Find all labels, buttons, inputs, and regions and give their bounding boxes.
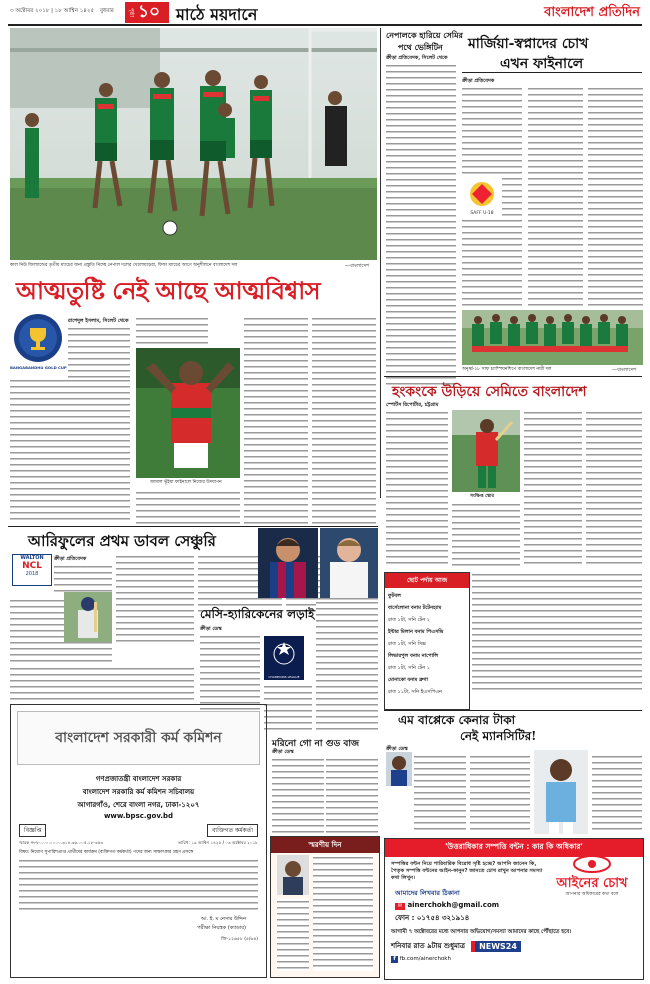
ainer-logo-block [545,855,639,903]
marzia-byline: ক্রীড়া প্রতিবেদক [462,78,495,84]
fixture-row: বার্সেলোনা বনাম টটেনহ্যাম [388,605,442,611]
marzia-headline-1: মার্জিয়া-স্বপ্নাদের চোখ [468,36,589,52]
city-body-col2 [470,754,530,834]
govt-ref-code: জি-১২৬৫৮ (৫/৬৪) [221,937,258,942]
main-headline-box [16,273,380,311]
page-label: পৃষ্ঠা [128,8,134,17]
hongkong-rule [384,376,642,377]
govt-memo-row [19,840,258,847]
govt-website[interactable]: www.bpsc.gov.bd [103,812,174,820]
nepal-headline: পথে ভেঙ্গিটিন [398,43,443,52]
ariful-rule [8,526,378,527]
ariful-body-bottom [10,666,194,702]
fixture-row: রাত ১টা, সনি টেন ২ [388,617,431,623]
eye-icon [572,855,612,873]
marzia-headline-2: এখন ফাইনালে [500,56,584,72]
main-body-col4 [312,316,376,524]
nepal-body [386,63,456,388]
govt-ad-body [19,858,258,912]
fixture-row: রাত ১১টা, সনি ইএসপিএন [388,689,443,695]
fixture-row: ফুটবল [388,593,401,599]
city-body-col3 [592,754,642,834]
ainer-banner: 'উত্তরাধিকার সম্পত্তি বন্টন : কার কি অধিকার' [385,839,643,857]
header-rule [8,24,642,26]
top-photo-credit: —বাংলাদেশ [345,263,370,269]
saff-logo [462,178,502,218]
ainer-date-line: আগামী ৭ অক্টোবরের মধ্যে আপনার অভিযোগ/সমস্যা আমাদের কাছে পৌঁছাতে হবে। [391,929,572,935]
header-day: বুধবার [100,8,114,14]
small-headline: মরিনো গো না গুড বাজ [272,739,360,749]
govt-logo-banner [17,711,260,765]
main-byline: রাশেদুল ইসলাম, সিলেট থেকে [68,318,129,324]
ainer-phone-label: ফোন : [395,914,415,922]
ainer-logo-sub: আপনার অধিকারের কথা বলে [565,892,619,897]
top-football-photo [10,28,377,260]
column-divider [380,28,381,498]
mail-icon: ✉ [395,903,405,910]
marzia-rule [462,72,642,73]
cricketer-photo [452,410,520,492]
mbappe-photo [386,752,412,786]
marzia-body-col3 [588,86,643,306]
page-number-box [125,2,169,23]
city-rule [384,710,642,711]
city-body-col1 [414,754,466,834]
govt-address: আগারগাঁও, শেরে বাংলা নগর, ঢাকা-১২০৭ [77,801,200,809]
govt-org-line2: বাংলাদেশ সরকারি কর্ম কমিশন সচিবালয় [82,788,195,796]
messi-photo [258,528,318,598]
messi-body-col2 [264,684,312,734]
gold-cup-logo-text: BANGABANDHU GOLD CUP [10,365,67,370]
celebration-caption: জামাল ভূঁইয়া ফাইনালে নিজের উদযাপন [150,480,222,485]
celebration-photo [136,348,240,478]
fixture-row: ইন্টার মিলান বনাম পিএসভি [388,629,444,635]
tribute-title: স্মরণীয় দিন [271,837,379,853]
ainer-address-title: আমাদের লিখবার ঠিকানা [395,889,460,897]
govt-signatory-title: পরীক্ষা নিয়ন্ত্রক (ক্যাডার) [197,925,246,931]
ariful-photo [64,592,112,642]
news24-logo: NEWS24 [471,941,521,952]
ariful-body-col2 [116,554,194,644]
govt-memo: স্মারক নং-৮০.০০.০০০০.৩১৪.৩৬.০০৫.১৮-৩৫৩ [19,840,104,845]
govt-org-line1: গণপ্রজাতন্ত্রী বাংলাদেশ সরকার [95,775,182,783]
marzia-caption: অনূর্ধ্ব-১৮ সাফ চ্যাম্পিয়নশিপে বাংলাদেশ নারী দল [462,367,552,372]
hongkong-body-col2 [524,410,582,568]
fixture-row: মোনাকো বনাম ব্রুগা [388,677,429,683]
page-number: ১০ [138,1,161,22]
walton-logo-text: WALTON [20,555,44,561]
tribute-body [313,855,373,971]
tribute-ad [270,836,380,978]
city-headline-2: নেই ম্যানসিটির! [460,729,537,743]
fixture-list [385,588,469,700]
fixture-box [384,572,470,710]
hongkong-byline: স্পোর্টস রিপোর্টার, চট্টগ্রাম [386,402,439,408]
champions-league-logo [264,636,304,680]
fixture-side-body [472,572,642,692]
ainer-broadcast-row [391,940,637,952]
ainer-facebook[interactable]: fb.com/ainerchokh [399,956,451,962]
svg-text:SAFF U-18: SAFF U-18 [470,211,494,216]
ncl-logo-year: 2018 [25,571,39,577]
ainer-email[interactable]: ainerchokh@gmail.com [407,901,500,909]
ainer-broadcast: শনিবার রাত ৯টায় শুধুমাত্র [391,942,466,950]
main-body-full [10,378,130,523]
fixture-row: রাত ১টা, সনি সিক্স [388,641,426,647]
main-headline: আত্মতুষ্টি নেই আছে আত্মবিশ্বাস [16,276,321,305]
masthead: বাংলাদেশ প্রতিদিন [544,5,640,20]
govt-subject: বিষয়: নিয়োগ সুপারিশপ্রাপ্ত প্রার্থীদের কার্যক্রম (ব্যক্তিগত কর্মকর্তা) পদের জন্য সাক্ষাৎকার গ্রহণ প্রসঙ্গে [19,850,194,855]
hongkong-caption: সংক্ষিপ্ত স্কোর [470,494,494,499]
messi-body-col3 [316,600,378,734]
main-body-col2b [136,490,240,524]
top-photo-caption: কাল নিউ জিল্যান্ডের তৃতীয় ম্যাচের জন্য প্রস্তুতি নিচ্ছে নেপাল দলের খেলোয়াড়রা, ফিফা ম্যাচের আগে অনুশীলনে বাংলাদেশ দল [10,263,238,268]
ainer-phone[interactable]: ০১৭৫৪ ৩২১৯১৪ [416,914,470,922]
womens-team-photo [462,310,643,365]
header-date: ৩ অক্টোবর ২০১৮ | ১৮ আশ্বিন ১৪২৫ [10,8,95,14]
marzia-body-col2 [528,86,583,306]
city-headline-1: এম বাপ্পেকে কেনার টাকা [398,713,516,727]
nepal-kicker: নেপালকে হারিয়ে সেমির [386,31,463,40]
govt-type-row [19,824,258,837]
hongkong-body-col1 [386,410,448,568]
ncl-logo-text: NCL [22,561,42,571]
hongkong-headline: হংকংকে উড়িয়ে সেমিতে বাংলাদেশ [392,384,587,400]
fixture-title: ছোট পর্দায় আজ [385,573,469,588]
gold-cup-logo [12,312,64,364]
hongkong-score [452,502,520,568]
tribute-photo [277,855,309,895]
city-player-photo [534,750,588,834]
govt-type-right: ব্যক্তিগত কর্মকর্তা [207,824,258,837]
messi-byline: ক্রীড়া ডেস্ক [200,626,222,632]
small-byline: ক্রীড়া ডেস্ক [272,749,294,755]
ainer-facebook-row [391,956,643,963]
ainer-phone-row [395,912,643,924]
ainer-ad [384,838,644,980]
tribute-body-2 [277,899,309,971]
main-body-col1 [68,326,130,378]
city-byline: ক্রীড়া ডেস্ক [386,746,408,752]
kane-photo [320,528,378,598]
messi-headline: মেসি-হ্যারিকেনের লড়াই [200,607,315,621]
facebook-icon: f [391,956,398,963]
govt-date: তারিখ: ১৯ আশ্বিন ১৪২৫ / ০৩ অক্টোবর ২০১৮ [177,840,258,845]
ainer-question: সম্পত্তির বন্টন নিয়ে পারিবারিক বিরোধ সৃষ্টি হচ্ছে? আপনি জানেন কি, পৈতৃক সম্পত্তি বন্টনের আইন-কানুন? জানতে চোখ রাখুন আপনার সমস্যা কথা লিখুন। [391,861,543,881]
walton-ncl-logo [12,554,52,586]
section-title: মাঠে ময়দানে [176,5,258,24]
fixture-row: লিভারপুল বনাম নাপোলি [388,653,439,659]
small-body [272,757,324,833]
marzia-credit: —বাংলাদেশ [612,367,637,373]
govt-signatory: আ. ই. ম নেসার উদ্দিন [200,916,246,922]
ucl-text: CHAMPIONS LEAGUE [268,675,300,679]
govt-type-label: বিজ্ঞপ্তি [19,824,46,837]
ariful-headline: আরিফুলের প্রথম ডাবল সেঞ্চুরি [28,532,216,550]
ainer-logo: আইনের চোখ [556,876,628,891]
main-body-col3 [244,316,308,524]
nepal-byline: ক্রীড়া প্রতিবেদক, সিলেট থেকে [386,55,448,61]
ariful-byline: ক্রীড়া প্রতিবেদক [54,556,87,562]
govt-ad [10,704,267,978]
govt-logo-text: বাংলাদেশ সরকারী কর্ম কমিশন [55,730,222,746]
hongkong-body-col3 [586,410,642,568]
fixture-row: রাত ১টা, সনি টেন ১ [388,665,431,671]
small-body-col2 [326,757,378,833]
